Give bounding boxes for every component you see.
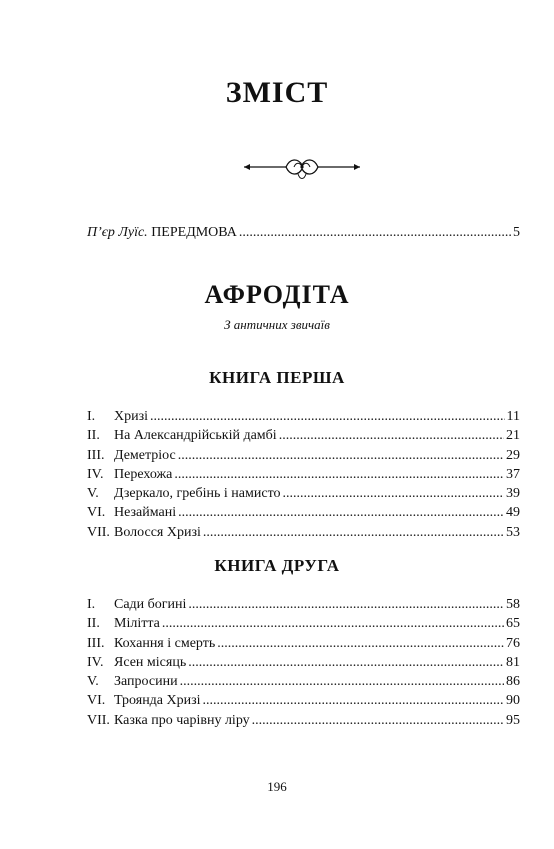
chapter-number: VII. bbox=[87, 524, 110, 540]
toc-entry bbox=[87, 426, 520, 445]
chapter-page: 65 bbox=[506, 616, 520, 632]
chapter-title: На Александрійській дамбі bbox=[114, 428, 277, 444]
chapter-number: I. bbox=[87, 597, 96, 612]
toc-entry bbox=[87, 465, 520, 484]
chapter-number: II. bbox=[87, 428, 100, 444]
dot-leader bbox=[178, 503, 504, 522]
chapter-number: VI. bbox=[87, 505, 106, 521]
toc-entry bbox=[87, 446, 520, 465]
chapter-number: IV. bbox=[87, 654, 104, 670]
chapter-number: III. bbox=[87, 447, 105, 463]
chapter-title: Троянда Хризі bbox=[114, 693, 201, 709]
chapter-title: Кохання і смерть bbox=[114, 635, 216, 651]
toc-entry bbox=[87, 503, 520, 522]
dot-leader bbox=[188, 653, 504, 672]
dot-leader bbox=[203, 523, 504, 542]
chapter-title: Волосся Хризі bbox=[114, 524, 201, 540]
chapter-page: 49 bbox=[506, 505, 520, 521]
toc-entry bbox=[87, 407, 520, 426]
chapter-number: VI. bbox=[87, 693, 106, 709]
chapter-title: Ясен місяць bbox=[114, 654, 187, 670]
page-title: ЗМІСТ bbox=[225, 76, 329, 109]
toc-entry bbox=[87, 484, 520, 503]
chapter-title: Сади богині bbox=[114, 597, 187, 612]
dot-leader bbox=[150, 407, 504, 426]
chapter-page: 37 bbox=[506, 466, 520, 482]
chapter-title: Незаймані bbox=[114, 505, 177, 521]
dot-leader bbox=[203, 691, 504, 710]
chapter-number: III. bbox=[87, 635, 105, 651]
chapter-title: Дзеркало, гребінь і намисто bbox=[114, 486, 281, 502]
dot-leader bbox=[162, 614, 504, 633]
dot-leader bbox=[283, 484, 505, 503]
ornament-divider-icon bbox=[242, 150, 362, 184]
chapter-page: 86 bbox=[506, 674, 520, 690]
chapter-number: II. bbox=[87, 616, 100, 632]
dot-leader bbox=[178, 446, 504, 465]
toc-entry bbox=[87, 691, 520, 710]
dot-leader bbox=[252, 711, 504, 730]
dot-leader bbox=[279, 426, 504, 445]
dot-leader bbox=[188, 595, 504, 614]
chapter-number: I. bbox=[87, 409, 96, 424]
dot-leader bbox=[174, 465, 504, 484]
chapter-number: V. bbox=[87, 674, 99, 690]
preface-author: П’єр Луїс. bbox=[87, 225, 148, 240]
page-number: 196 bbox=[267, 779, 287, 794]
chapter-number: IV. bbox=[87, 466, 104, 482]
chapter-title: Мілітта bbox=[114, 616, 160, 632]
chapter-page: 53 bbox=[506, 524, 520, 540]
chapter-page: 29 bbox=[506, 447, 520, 463]
chapter-title: Казка про чарівну ліру bbox=[114, 712, 250, 728]
toc-entry bbox=[87, 711, 520, 730]
book-one-heading: КНИГА ПЕРША bbox=[209, 368, 345, 387]
book-one-toc bbox=[87, 407, 520, 542]
book-two-heading: КНИГА ДРУГА bbox=[214, 556, 340, 575]
chapter-number: V. bbox=[87, 486, 99, 502]
chapter-page: 58 bbox=[506, 597, 520, 612]
chapter-number: VII. bbox=[87, 712, 110, 728]
toc-entry bbox=[87, 614, 520, 633]
toc-entry bbox=[87, 634, 520, 653]
preface-page: 5 bbox=[513, 225, 520, 240]
toc-entry bbox=[87, 595, 520, 614]
chapter-page: 95 bbox=[506, 712, 520, 728]
preface-title: ПЕРЕДМОВА bbox=[151, 225, 237, 240]
chapter-title: Перехожа bbox=[114, 466, 173, 482]
toc-entry bbox=[87, 523, 520, 542]
chapter-page: 21 bbox=[506, 428, 520, 444]
chapter-page: 76 bbox=[506, 635, 520, 651]
chapter-title: Хризі bbox=[114, 409, 149, 424]
dot-leader bbox=[239, 223, 511, 242]
chapter-page: 11 bbox=[506, 409, 520, 424]
dot-leader bbox=[180, 672, 504, 691]
chapter-title: Запросини bbox=[114, 674, 178, 690]
chapter-page: 39 bbox=[506, 486, 520, 502]
work-subtitle: З античних звичаїв bbox=[224, 317, 330, 332]
preface-entry bbox=[87, 223, 520, 242]
dot-leader bbox=[217, 634, 504, 653]
chapter-page: 81 bbox=[506, 654, 520, 670]
work-title: АФРОДІТА bbox=[204, 280, 350, 309]
toc-entry bbox=[87, 672, 520, 691]
toc-entry bbox=[87, 653, 520, 672]
chapter-page: 90 bbox=[506, 693, 520, 709]
book-two-toc bbox=[87, 595, 520, 730]
chapter-title: Деметріос bbox=[114, 447, 176, 463]
